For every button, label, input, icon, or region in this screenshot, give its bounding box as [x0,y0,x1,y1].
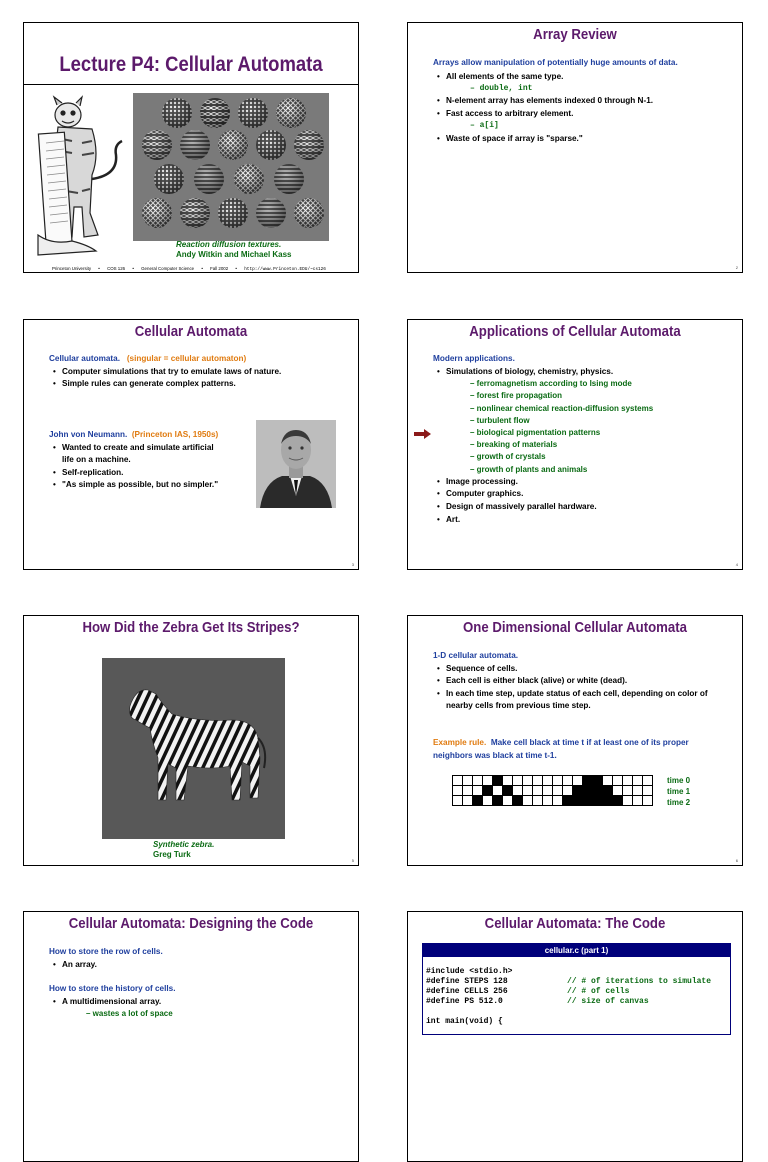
cell-dead [493,786,503,796]
page-number: 4 [735,562,738,567]
code-box [422,943,731,1035]
cell-dead [543,776,553,786]
portrait-photo [256,420,336,508]
cell-dead [513,776,523,786]
cell-dead [533,796,543,806]
caption-authors: Greg Turk [153,850,191,859]
cell-alive [583,776,593,786]
code-line [426,977,730,987]
footer-course-name: General Computer Science [141,266,195,271]
intro-heading: Cellular automata. (singular = cellular automaton) [49,354,247,363]
person-heading: John von Neumann. (Princeton IAS, 1950s) [49,430,219,439]
rule-text-2: neighbors was black at time t-1. [433,750,557,760]
slide-title: Applications of Cellular Automata [469,323,681,340]
time-label: time 2 [667,798,691,807]
page-number: 2 [735,265,738,270]
page-number: 3 [351,562,354,567]
cell-dead [613,786,623,796]
zebra-image [102,658,285,839]
slide-1 [23,22,359,273]
footer-university: Princeton University [52,266,92,271]
slide-4 [407,319,743,570]
bullet-item: • A multidimensional array. – wastes a lot of space [49,996,349,1021]
slide-title: How Did the Zebra Get Its Stripes? [82,619,300,636]
cell-dead [463,776,473,786]
cell-alive [503,786,513,796]
sub-item: – growth of crystals [470,452,546,462]
cell-dead [523,796,533,806]
code-text: #define PS 512.0 [426,997,503,1006]
cell-dead [543,786,553,796]
cell-dead [503,796,513,806]
question-heading: How to store the row of cells. [49,947,163,956]
cell-dead [473,786,483,796]
bullet-item: • Computer simulations that try to emulate laws of nature. [49,366,349,379]
cell-alive [603,786,613,796]
cell-dead [543,796,553,806]
footer-term: Fall 2002 [210,266,229,271]
code-header: cellular.c (part 1) [423,944,730,957]
code-line [426,987,730,997]
bullet-item: • Simple rules can generate complex patterns. [49,378,349,391]
cell-dead [623,786,633,796]
slide-6 [407,615,743,866]
bullet-item: • Design of massively parallel hardware. [433,501,738,514]
bullet-item: • "As simple as possible, but no simpler." [49,479,269,492]
bullet-item: • N-element array has elements indexed 0 through N-1. [433,95,678,108]
slide-title: One Dimensional Cellular Automata [463,619,687,636]
cell-dead [633,776,643,786]
sub-item: – turbulent flow [470,415,530,425]
sub-item: – forest fire propagation [470,391,563,401]
cell-dead [643,786,653,796]
intro-heading: Modern applications. [433,354,515,363]
cell-grid [452,775,653,806]
cell-dead [553,776,563,786]
cell-dead [533,776,543,786]
image-caption [176,240,292,260]
cell-dead [453,796,463,806]
bullet-item: • An array. [49,959,349,972]
code-comment: // # of iterations to simulate [567,977,712,986]
bullet-item: • Waste of space if array is "sparse." [433,133,678,146]
sub-item: – nonlinear chemical reaction-diffusion systems [470,403,654,413]
cell-dead [533,786,543,796]
cell-dead [463,796,473,806]
cell-dead [483,796,493,806]
code-line [426,1007,730,1017]
bullet-item: • Wanted to create and simulate artificial life on a machine. [49,442,269,467]
code-line [426,997,730,1007]
code-comment: // size of canvas [567,997,649,1006]
slide-2 [407,22,743,273]
code-text: #define STEPS 128 [426,977,508,986]
cell-dead [563,776,573,786]
grid-row [453,796,653,806]
cell-dead [473,776,483,786]
sub-item: – biological pigmentation patterns [470,427,601,437]
bullet-item: • Each cell is either black (alive) or white (dead). [433,675,738,688]
page-number: 5 [351,858,354,863]
bullet-item: • Art. [433,514,738,527]
cell-alive [593,776,603,786]
slide-8 [407,911,743,1162]
slide-title: Cellular Automata: Designing the Code [68,915,314,932]
page-number: 6 [735,858,738,863]
footer-url[interactable]: http://www.Princeton.EDU/~cs126 [244,267,326,272]
cell-dead [463,786,473,796]
cell-alive [483,786,493,796]
red-arrow-icon [414,429,432,439]
slide-7 [23,911,359,1162]
slide-3 [23,319,359,570]
cell-dead [523,776,533,786]
sub-item: – double, int [470,84,533,94]
sub-item: – growth of plants and animals [470,464,588,474]
tiger-mascot [32,95,127,257]
sub-item: – a[i] [470,121,499,131]
cell-dead [573,776,583,786]
cell-alive [473,796,483,806]
intro-heading: 1-D cellular automata. [433,651,519,660]
cell-alive [563,796,573,806]
title-divider [24,84,358,85]
cell-dead [523,786,533,796]
cell-dead [623,776,633,786]
bullet-item: • Fast access to arbitrary element. – a[i] [433,108,678,133]
code-line [426,967,730,977]
cell-dead [513,786,523,796]
cell-alive [493,776,503,786]
code-comment: // # of cells [567,987,630,996]
bullet-item: • Sequence of cells. [433,663,738,676]
code-text: #include <stdio.h> [426,967,513,976]
cell-alive [603,796,613,806]
slide-title: Lecture P4: Cellular Automata [59,53,323,76]
caption-authors: Andy Witkin and Michael Kass [176,250,292,259]
cell-dead [553,796,563,806]
rule-label: Example rule. [433,738,487,747]
cell-dead [613,776,623,786]
code-text: #define CELLS 256 [426,987,508,996]
bullet-item: • Self-replication. [49,467,269,480]
cell-dead [453,776,463,786]
cell-alive [593,786,603,796]
bullet-item: • In each time step, update status of each cell, depending on color of nearby cells from previous time step. [433,688,738,713]
cell-dead [503,776,513,786]
cell-alive [573,786,583,796]
bullet-item: • All elements of the same type. – double, int [433,71,678,96]
cell-dead [563,786,573,796]
grid-row [453,776,653,786]
slide-5 [23,615,359,866]
caption-title: Reaction diffusion textures. [176,240,282,249]
time-label: time 1 [667,787,691,796]
footer-course: COS 126 [107,266,126,271]
slide-title: Cellular Automata [134,323,248,340]
cell-alive [593,796,603,806]
caption-title: Synthetic zebra. [153,840,215,849]
cell-alive [613,796,623,806]
code-line [426,1017,730,1027]
cell-dead [633,796,643,806]
cell-alive [513,796,523,806]
slide-title: Cellular Automata: The Code [484,915,666,932]
cell-alive [493,796,503,806]
code-text: int main(void) { [426,1017,503,1026]
bullet-item: • Image processing. [433,476,738,489]
intro-heading: Arrays allow manipulation of potentially huge amounts of data. [433,58,678,67]
cell-dead [643,796,653,806]
sub-item: – ferromagnetism according to Ising mode [470,379,632,389]
cell-dead [483,776,493,786]
code-listing [423,957,730,1027]
slide-footer: Princeton University • COS 126 • General Computer Science • Fall 2002 • http://www.Princeton.EDU/~cs126 [52,266,326,272]
image-caption [153,840,214,860]
texture-spheres-image [133,93,329,241]
cell-dead [453,786,463,796]
sub-item: – wastes a lot of space [86,1009,173,1019]
cell-alive [583,786,593,796]
cell-dead [603,776,613,786]
cell-dead [633,786,643,796]
cell-alive [573,796,583,806]
cell-dead [643,776,653,786]
slide-title: Array Review [533,26,617,43]
time-label: time 0 [667,776,691,785]
question-heading: How to store the history of cells. [49,984,176,994]
cell-alive [583,796,593,806]
grid-row [453,786,653,796]
cell-dead [623,796,633,806]
sub-item: – breaking of materials [470,440,558,450]
bullet-item: • Computer graphics. [433,488,738,501]
rule-text-1: Make cell black at time t if at least one of its proper [490,738,689,747]
bullet-item: • Simulations of biology, chemistry, physics. – ferromagnetism according to Ising mode – forest fire propagation – nonlinear chemical reaction-diffusion systems – turbulent flow – biological pigmentation patterns – breaking of materials – growth of crystals – growth of plants and animals [433,366,738,476]
cell-dead [553,786,563,796]
